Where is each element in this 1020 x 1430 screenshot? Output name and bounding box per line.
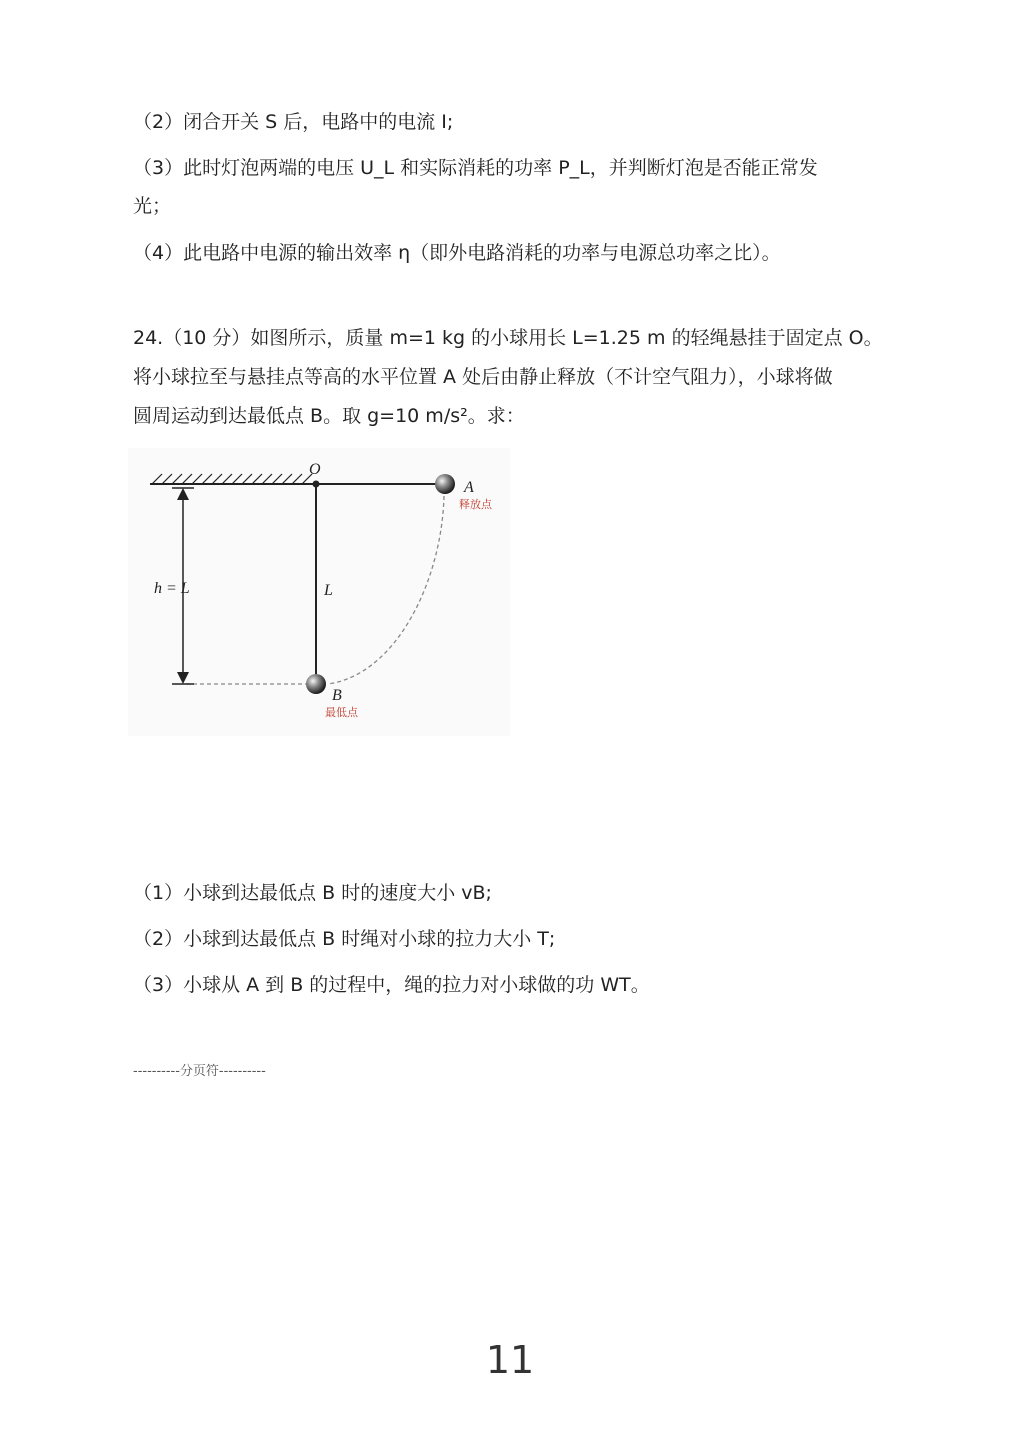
ball-a <box>435 474 455 494</box>
pendulum-diagram <box>128 448 510 736</box>
label-o: O <box>309 461 321 478</box>
problem-24-line3: 圆周运动到达最低点 B。取 g=10 m/s²。求： <box>133 405 525 427</box>
text-q2: （2）闭合开关 S 后，电路中的电流 I; <box>133 111 454 133</box>
pivot-point <box>313 481 320 488</box>
label-l: L <box>324 582 333 599</box>
label-h: h = L <box>154 580 190 597</box>
problem-24-line2: 将小球拉至与悬挂点等高的水平位置 A 处后由静止释放（不计空气阻力），小球将做 <box>133 366 833 388</box>
text-q3-line1: （3）此时灯泡两端的电压 U_L 和实际消耗的功率 P_L，并判断灯泡是否能正常发 <box>133 157 818 179</box>
label-a: A <box>464 479 474 496</box>
label-b-lowest: 最低点 <box>325 706 358 719</box>
label-b: B <box>332 687 342 704</box>
text-q3-line2: 光； <box>133 195 172 217</box>
page-break-marker: ----------分页符---------- <box>133 1064 266 1079</box>
label-a-release: 释放点 <box>459 498 492 511</box>
problem-24-line1: 24.（10 分）如图所示，质量 m=1 kg 的小球用长 L=1.25 m 的轻绳悬挂于固定点 O。 <box>133 327 883 349</box>
question-1: （1）小球到达最低点 B 时的速度大小 vB; <box>133 882 492 904</box>
question-3: （3）小球从 A 到 B 的过程中，绳的拉力对小球做的功 WT。 <box>133 974 650 996</box>
text-q4: （4）此电路中电源的输出效率 η（即外电路消耗的功率与电源总功率之比）。 <box>133 242 781 264</box>
ball-b <box>306 674 326 694</box>
page-number: 11 <box>485 1338 535 1382</box>
question-2: （2）小球到达最低点 B 时绳对小球的拉力大小 T; <box>133 928 556 950</box>
